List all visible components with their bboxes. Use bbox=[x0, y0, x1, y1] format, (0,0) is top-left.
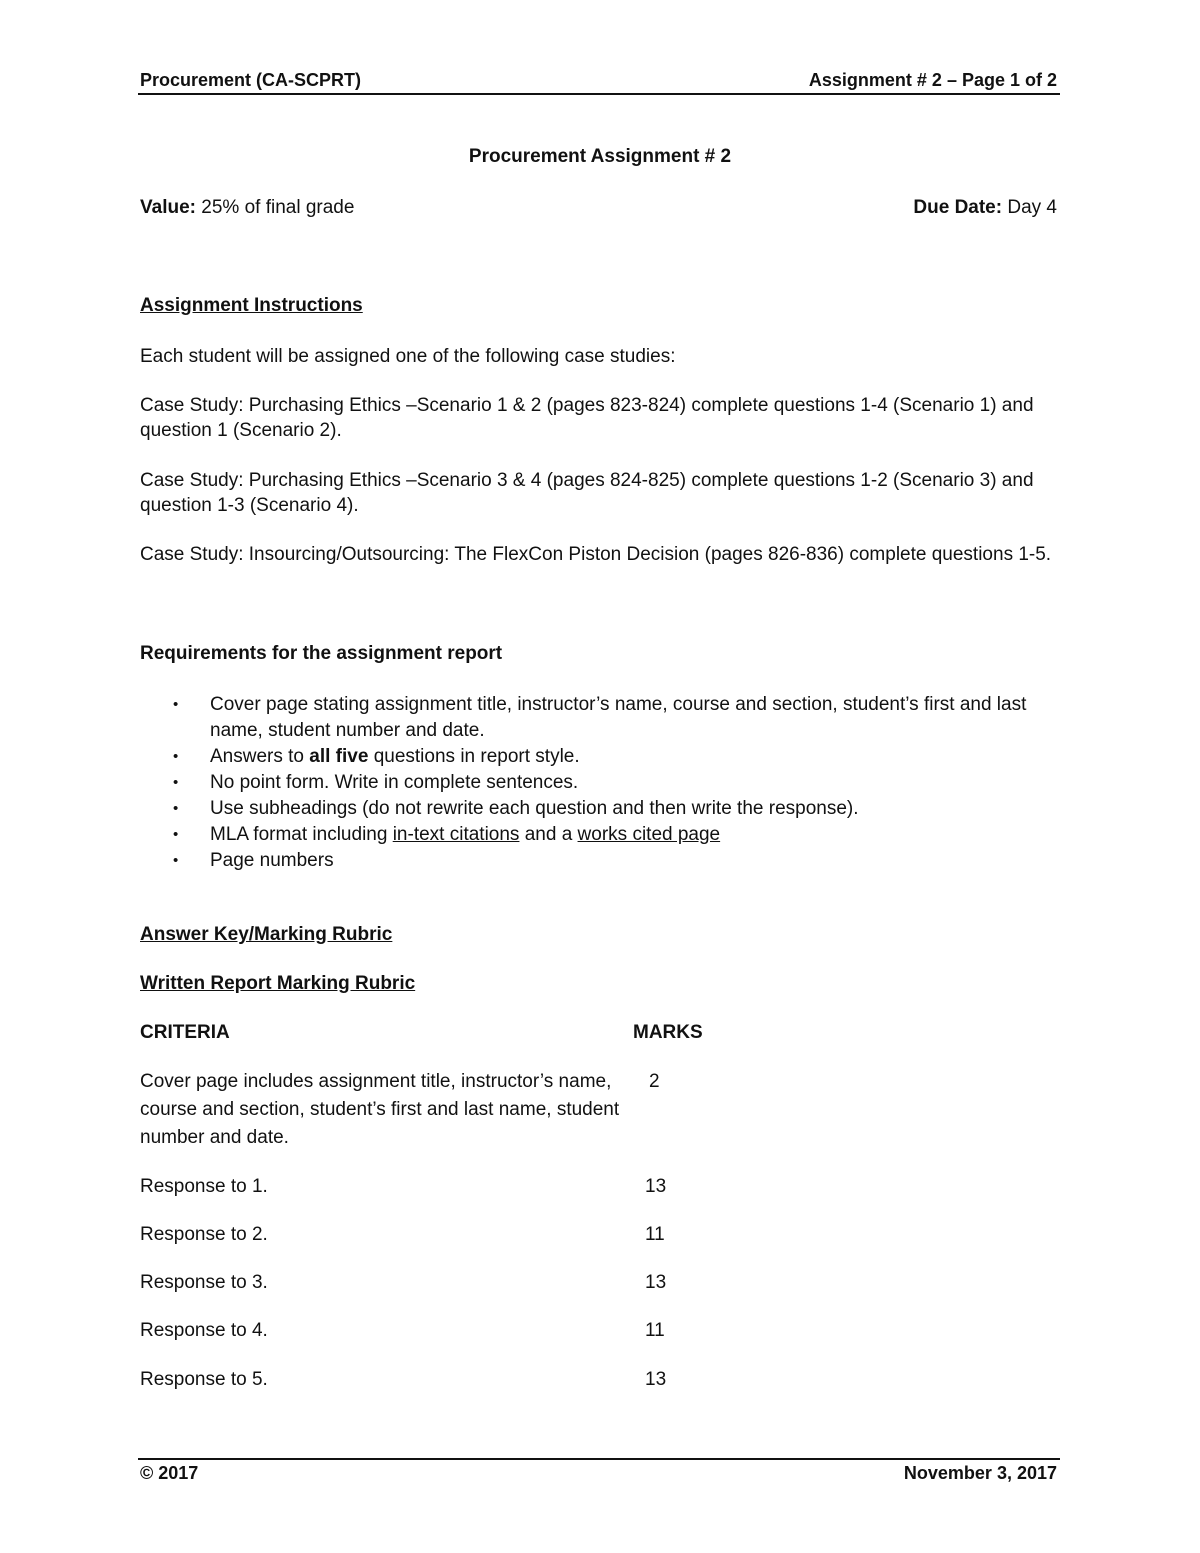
bullet: • bbox=[173, 748, 179, 765]
criteria-column-header: CRITERIA bbox=[140, 1022, 230, 1043]
requirement-item bbox=[140, 770, 1060, 796]
bullet: • bbox=[173, 800, 179, 817]
rubric-row-marks: 11 bbox=[645, 1224, 665, 1245]
bullet: • bbox=[173, 826, 179, 843]
requirement-item bbox=[140, 848, 1060, 874]
header-course: Procurement (CA-SCPRT) bbox=[140, 70, 362, 90]
marks-column-header: MARKS bbox=[633, 1022, 703, 1043]
requirement-item bbox=[140, 744, 1060, 770]
requirement-text: No point form. Write in complete sentences. bbox=[210, 772, 579, 793]
value-line bbox=[140, 197, 354, 219]
due-date-text: Day 4 bbox=[1002, 197, 1057, 218]
case-study-2: Case Study: Purchasing Ethics –Scenario 3 & 4 (pages 824-825) complete questions 1-2 (Scenario 3) and question 1-3 (Scenario 4). bbox=[140, 470, 1034, 516]
requirement-text: Page numbers bbox=[210, 850, 334, 871]
rubric-row-criteria: Response to 3. bbox=[140, 1272, 268, 1293]
bullet: • bbox=[173, 852, 179, 869]
requirement-emphasis: all five bbox=[309, 746, 369, 767]
rubric-row-marks: 13 bbox=[645, 1272, 667, 1293]
rubric-heading: Answer Key/Marking Rubric bbox=[140, 924, 393, 945]
case-study-3: Case Study: Insourcing/Outsourcing: The FlexCon Piston Decision (pages 826-836) complete questions 1-5. bbox=[140, 544, 1052, 565]
header-divider bbox=[138, 93, 1060, 95]
requirement-text: Answers to bbox=[210, 746, 310, 767]
requirement-text: and a bbox=[519, 824, 578, 845]
requirement-item bbox=[140, 692, 1060, 744]
instructions-heading: Assignment Instructions bbox=[140, 295, 363, 316]
due-date-label: Due Date: bbox=[913, 197, 1003, 218]
due-date-line bbox=[913, 197, 1057, 219]
rubric-row-criteria: Cover page includes assignment title, instructor’s name, course and section, student’s first and last name, student number and date. bbox=[140, 1071, 620, 1148]
rubric-row-criteria: Response to 4. bbox=[140, 1320, 268, 1341]
rubric-row-criteria: Response to 5. bbox=[140, 1369, 268, 1390]
requirements-list bbox=[140, 692, 1060, 874]
value-text: 25% of final grade bbox=[195, 197, 355, 218]
bullet: • bbox=[173, 696, 179, 713]
header-page-info: Assignment # 2 – Page 1 of 2 bbox=[808, 70, 1057, 90]
value-label: Value: bbox=[140, 197, 196, 218]
requirements-heading: Requirements for the assignment report bbox=[140, 643, 503, 664]
rubric-row-criteria: Response to 1. bbox=[140, 1176, 268, 1197]
instructions-intro: Each student will be assigned one of the following case studies: bbox=[140, 346, 676, 367]
footer-date: November 3, 2017 bbox=[903, 1463, 1057, 1483]
footer-copyright: © 2017 bbox=[140, 1463, 199, 1483]
rubric-row-marks: 13 bbox=[645, 1176, 667, 1197]
rubric-row-marks: 11 bbox=[645, 1320, 665, 1341]
in-text-citations-link[interactable]: in-text citations bbox=[392, 824, 520, 845]
requirement-text: Use subheadings (do not rewrite each question and then write the response). bbox=[210, 798, 859, 819]
case-study-1: Case Study: Purchasing Ethics –Scenario 1 & 2 (pages 823-824) complete questions 1-4 (Scenario 1) and question 1 (Scenario 2). bbox=[140, 395, 1034, 441]
bullet: • bbox=[173, 774, 179, 791]
rubric-row-marks: 2 bbox=[649, 1071, 660, 1092]
works-cited-link[interactable]: works cited page bbox=[577, 824, 721, 845]
document-title: Procurement Assignment # 2 bbox=[468, 146, 732, 167]
requirement-item bbox=[140, 822, 1060, 848]
rubric-row-marks: 13 bbox=[645, 1369, 667, 1390]
requirement-item bbox=[140, 796, 1060, 822]
requirement-text: MLA format including bbox=[210, 824, 393, 845]
rubric-subheading: Written Report Marking Rubric bbox=[140, 973, 416, 994]
rubric-row-criteria: Response to 2. bbox=[140, 1224, 268, 1245]
requirement-text: Cover page stating assignment title, instructor’s name, course and section, student’s first and last name, student number and date. bbox=[210, 694, 1027, 741]
footer-divider bbox=[138, 1458, 1060, 1460]
requirement-text: questions in report style. bbox=[368, 746, 580, 767]
